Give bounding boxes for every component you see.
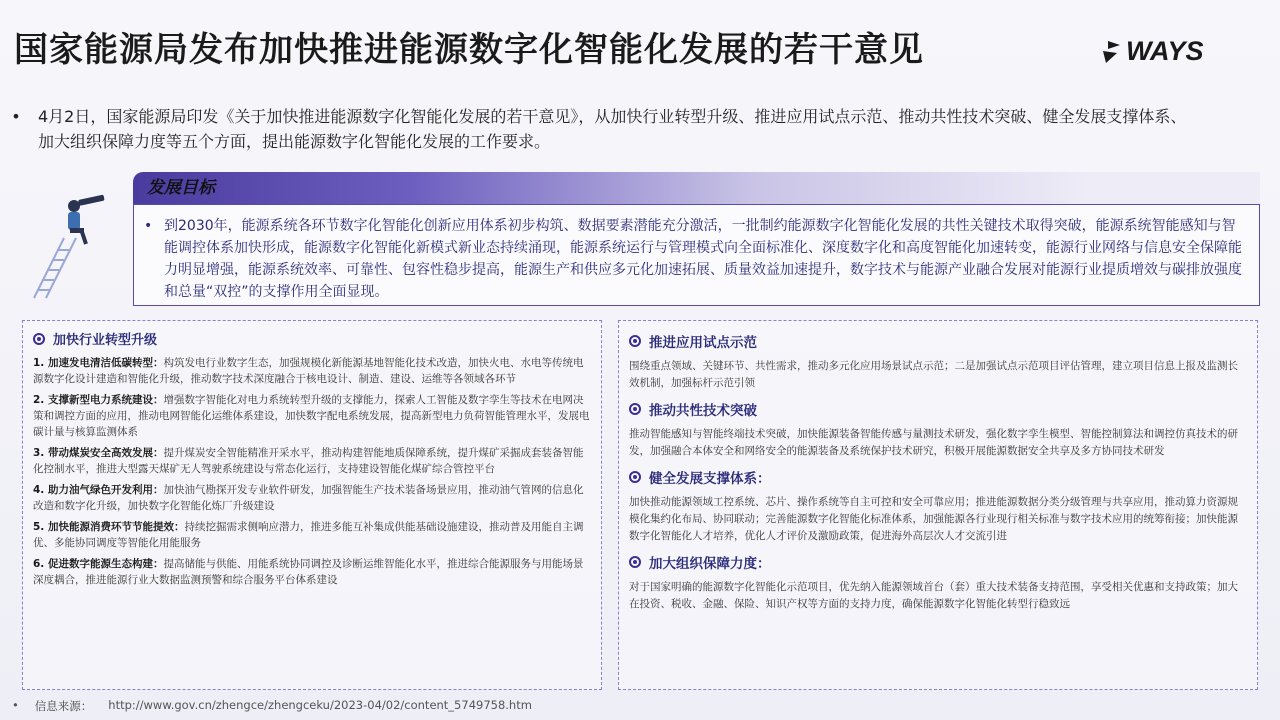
measure-section xyxy=(629,399,1247,460)
list-item xyxy=(33,556,591,588)
measure-section xyxy=(629,552,1247,613)
measure-section xyxy=(629,331,1247,392)
intro-bullet: • xyxy=(11,107,21,126)
left-panel-title-text: 加快行业转型升级 xyxy=(53,333,158,348)
item-body: 增强数字智能化对电力系统转型升级的支撑能力，探索人工智能及数字孪生等技术在电网决策和调控方面的应用，推动电网智能化运维体系建设，加快数字配电系统发展，提高新型电力负荷智能管理水平，发展电碳计量与核算监测体系 xyxy=(33,394,590,438)
item-body: 持续挖掘需求侧响应潜力，推进多能互补集成供能基础设施建设，推动普及用能自主调优、多能协同调度等智能化用能服务 xyxy=(33,521,584,549)
section-title xyxy=(629,331,1247,351)
list-item xyxy=(33,482,591,514)
logo-text: WAYS xyxy=(1126,36,1204,66)
measure-section xyxy=(629,467,1247,545)
item-head: 6. 促进数字能源生态构建： xyxy=(33,558,164,570)
ways-logo xyxy=(1100,36,1204,67)
target-icon xyxy=(629,556,641,568)
source-url[interactable]: http://www.gov.cn/zhengce/zhengceku/2023-04/02/content_5749758.htm xyxy=(108,698,532,712)
intro-text: 4月2日，国家能源局印发《关于加快推进能源数字化智能化发展的若干意见》，从加快行业转型升级、推进应用试点示范、推动共性技术突破、健全发展支撑体系、加大组织保障力度等五个方面，提出能源数字化智能化发展的工作要求。 xyxy=(38,107,1187,151)
section-text: 推动智能感知与智能终端技术突破，加快能源装备智能传感与量测技术研发，强化数字孪生模型、智能控制算法和调控仿真技术的研发，加强融合本体安全和网络安全的能源装备及系统保护技术研究，积极开展能源数据安全共享及多方协同技术研发 xyxy=(629,428,1238,457)
goal-box xyxy=(133,204,1260,306)
section-text: 围绕重点领域、关键环节、共性需求，推动多元化应用场景试点示范；二是加强试点示范项目评估管理，建立项目信息上报及监测长效机制，加强标杆示范引领 xyxy=(629,360,1238,389)
item-body: 提高储能与供能、用能系统协同调控及诊断运维智能化水平，推进综合能源服务与用能场景深度耦合，推进能源行业大数据监测预警和综合服务平台体系建设 xyxy=(33,558,584,586)
list-item xyxy=(33,392,591,440)
target-icon xyxy=(629,471,641,483)
source-footer xyxy=(12,698,532,714)
ways-logo-mark-icon xyxy=(1100,39,1122,65)
page-title: 国家能源局发布加快推进能源数字化智能化发展的若干意见 xyxy=(14,30,924,70)
section-title-text: 推进应用试点示范 xyxy=(649,335,757,351)
intro-paragraph xyxy=(10,104,1190,154)
item-head: 5. 加快能源消费环节节能提效： xyxy=(33,521,185,533)
target-icon xyxy=(33,333,45,345)
section-title-text: 健全发展支撑体系： xyxy=(649,471,771,487)
section-title-text: 加大组织保障力度： xyxy=(649,556,771,572)
section-title-text: 推动共性技术突破 xyxy=(649,403,757,419)
item-head: 2. 支撑新型电力系统建设： xyxy=(33,394,164,406)
list-item xyxy=(33,355,591,387)
goal-text: 到2030年，能源系统各环节数字化智能化创新应用体系初步构筑、数据要素潜能充分激活，一批制约能源数字化智能化发展的共性关键技术取得突破，能源系统智能感知与智能调控体系加快形成，能源数字化智能化新模式新业态持续涌现，能源系统运行与管理模式向全面标准化、深度数字化和高度智能化加速转变，能源行业网络与信息安全保障能力明显增强，能源系统效率、可靠性、包容性稳步提高，能源生产和供应多元化加速拓展、质量效益加速提升，数字技术与能源产业融合发展对能源行业提质增效与碳排放强度和总量“双控”的支撑作用全面显现。 xyxy=(164,218,1242,300)
item-head: 4. 助力油气绿色开发利用： xyxy=(33,484,164,496)
section-text: 对于国家明确的能源数字化智能化示范项目，优先纳入能源领域首台（套）重大技术装备支持范围，享受相关优惠和支持政策；加大在投资、税收、金融、保险、知识产权等方面的支持力度，确保能源数字化智能化转型行稳致远 xyxy=(629,581,1238,610)
target-icon xyxy=(629,335,641,347)
left-panel-title xyxy=(33,329,591,348)
list-item xyxy=(33,519,591,551)
source-label: 信息来源： xyxy=(34,699,93,713)
item-head: 1. 加速发电清洁低碳转型： xyxy=(33,357,164,369)
item-body: 构筑发电行业数字生态，加强规模化新能源基地智能化技术改造，加快火电、水电等传统电源数字化设计建造和智能化升级，推动数字技术深度融合于核电设计、制造、建设、运维等各领域各环节 xyxy=(33,357,584,385)
telescope-person-illustration xyxy=(26,190,126,304)
goal-bullet: • xyxy=(144,218,153,234)
item-head: 3. 带动煤炭安全高效发展： xyxy=(33,447,164,459)
industry-transformation-panel xyxy=(22,320,602,690)
section-title xyxy=(629,552,1247,572)
measures-panel xyxy=(618,320,1258,690)
item-body: 加快油气勘探开发专业软件研发，加强智能生产技术装备场景应用，推动油气管网的信息化改造和数字化升级，加快数字化智能化炼厂升级建设 xyxy=(33,484,584,512)
goal-tab-header: 发展目标 xyxy=(133,172,1260,204)
section-title xyxy=(629,467,1247,487)
section-text: 加快推动能源领域工控系统、芯片、操作系统等自主可控和安全可靠应用；推进能源数据分类分级管理与共享应用，推动算力资源规模化集约化布局、协同联动；完善能源数字化智能化标准体系，加强能源各行业现行相关标准与数字技术应用的统筹衔接；加快能源数字化智能化人才培养，优化人才评价及激励政策，促进海外高层次人才交流引进 xyxy=(629,496,1238,542)
list-item xyxy=(33,445,591,477)
section-title xyxy=(629,399,1247,419)
item-body: 提升煤炭安全智能精准开采水平，推动构建智能地质保障系统，提升煤矿采掘成套装备智能化控制水平，推进大型露天煤矿无人驾驶系统建设与常态化运行，支持建设智能化煤矿综合管控平台 xyxy=(33,447,584,475)
source-bullet: • xyxy=(12,698,19,712)
target-icon xyxy=(629,403,641,415)
